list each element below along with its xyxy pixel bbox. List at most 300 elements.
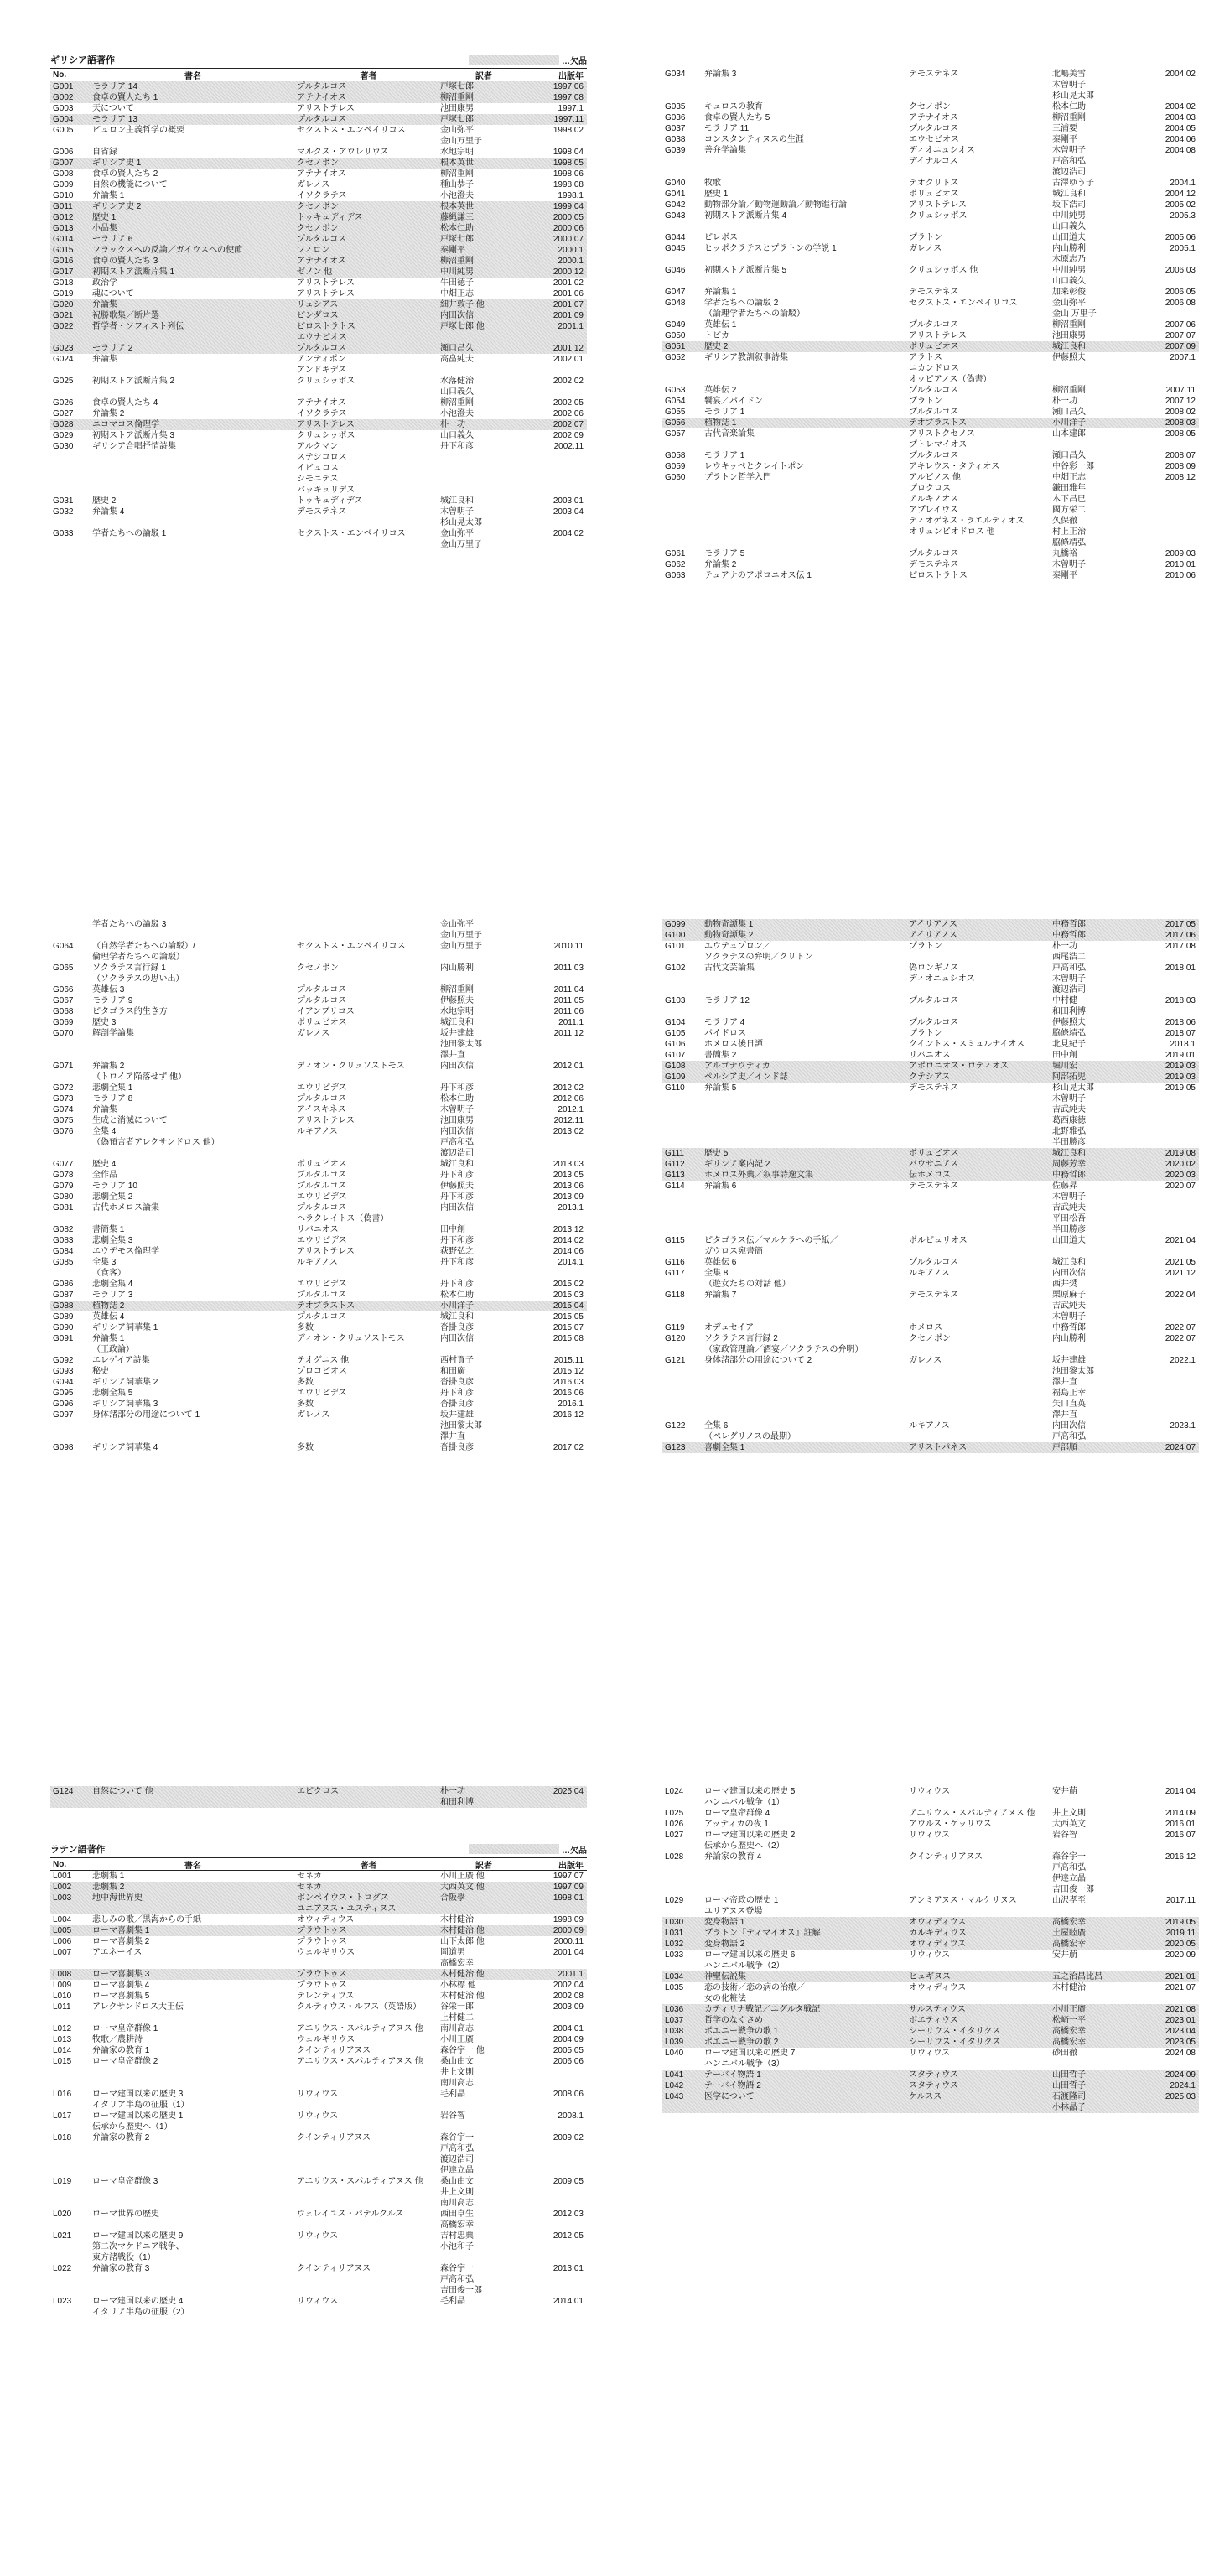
table-row <box>50 2056 587 2089</box>
row-title <box>89 1202 293 1213</box>
row-author-line: デモステネス <box>297 507 347 517</box>
row-translator-line: 水地宗明 <box>440 1007 474 1016</box>
table-row <box>662 1017 1199 1028</box>
table-row <box>50 1882 587 1893</box>
row-author <box>293 1301 440 1311</box>
row-title <box>701 1355 905 1366</box>
row-date: 1997.09 <box>553 1883 584 1892</box>
row-author-line: フィロン <box>297 246 330 255</box>
row-translator <box>440 408 527 419</box>
row-title <box>701 2048 905 2070</box>
row-title-line: 歴史 1 <box>92 213 117 222</box>
row-author <box>293 1399 440 1410</box>
row-title <box>89 1893 293 1903</box>
row-author <box>905 1061 1052 1072</box>
row-title <box>89 245 293 256</box>
row-title-line: 神聖伝説集 <box>704 1972 746 1981</box>
row-date: 2020.03 <box>1165 1171 1196 1180</box>
row-date: 2010.01 <box>1165 560 1196 569</box>
row-author-line: アンドキデス <box>297 366 347 375</box>
row-title-line: 変身物語 1 <box>704 1918 745 1927</box>
row-title-line: 動物部分論／動物運動論／動物進行論 <box>704 200 847 210</box>
row-number: G038 <box>665 135 686 144</box>
row-translator-line: 秦剛平 <box>1052 135 1077 144</box>
row-number: G101 <box>665 942 686 951</box>
table-row <box>662 341 1199 352</box>
greek-rows-4 <box>662 919 1199 1453</box>
row-title-line: 祝勝歌集／断片選 <box>92 311 159 320</box>
row-author-line: セクストス・エンペイリコス <box>297 126 406 135</box>
row-translator-line: 平田松吾 <box>1052 1214 1086 1223</box>
row-author-line: アテナイオス <box>297 257 346 266</box>
row-author-line: リバニオス <box>909 1051 951 1060</box>
row-title-line: モラリア 10 <box>92 1182 137 1191</box>
row-number: G078 <box>53 1171 74 1180</box>
row-title <box>89 2056 293 2067</box>
table-row <box>662 2048 1199 2070</box>
row-author <box>905 559 1052 570</box>
row-translator <box>440 1947 527 1969</box>
row-translator-line: 水落健治 <box>440 377 474 386</box>
row-translator-line: 松崎一平 <box>1052 2016 1086 2025</box>
row-author <box>905 1028 1052 1039</box>
table-row <box>50 1290 587 1301</box>
row-date: 1998.09 <box>553 1915 584 1924</box>
table-row <box>662 461 1199 472</box>
row-date: 2004.12 <box>1165 190 1196 199</box>
row-title <box>701 1786 905 1808</box>
row-title-line: モラリア 13 <box>92 115 137 124</box>
row-author-line: オウィディウス <box>909 1983 967 1992</box>
table-row <box>662 559 1199 570</box>
table-row <box>50 1991 587 2002</box>
row-translator <box>440 2089 527 2100</box>
row-number: L001 <box>53 1872 72 1881</box>
row-translator-line: 中務哲郎 <box>1052 1323 1086 1332</box>
row-author <box>905 287 1052 298</box>
row-translator <box>1052 2015 1139 2026</box>
row-translator-line: 池田黎太郎 <box>1052 1367 1094 1376</box>
row-author-line: クセノポン <box>297 963 339 973</box>
table-row <box>662 385 1199 396</box>
latin-column-header <box>50 1857 587 1871</box>
row-title <box>701 210 905 221</box>
row-author <box>293 1006 440 1017</box>
row-title-line: 牧歌 <box>704 179 721 188</box>
row-translator <box>1052 1971 1139 1982</box>
row-author-line: エピクロス <box>297 1787 339 1796</box>
table-row <box>50 1936 587 1947</box>
row-author <box>293 190 440 201</box>
row-title <box>701 123 905 134</box>
row-title-line: ローマ建国以来の歴史 1 <box>92 2111 184 2121</box>
row-number: G056 <box>665 418 686 428</box>
row-date: 1997.07 <box>553 1872 584 1881</box>
row-title <box>89 1159 293 1170</box>
row-author-line: クリュシッポス <box>909 211 968 221</box>
row-translator-line: 丹下和彦 <box>440 1171 474 1180</box>
row-translator-line: 葛西康徳 <box>1052 1116 1086 1125</box>
row-title-line: 政治学 <box>92 278 117 288</box>
row-title-line: カティリナ戦記／ユグルタ戦記 <box>704 2005 821 2014</box>
row-title <box>89 1355 293 1366</box>
row-number: G069 <box>53 1018 74 1027</box>
row-title <box>701 352 905 363</box>
row-author-line: クインティリアヌス <box>297 2046 371 2055</box>
row-author-line: ニカンドロス <box>909 364 959 373</box>
row-author <box>293 2045 440 2056</box>
row-translator-line: 小川洋子 <box>440 1301 474 1311</box>
row-author-line: ディオン・クリュソストモス <box>297 1334 405 1343</box>
row-title-line: 第二次マケドニア戦争、 <box>92 2242 184 2251</box>
row-title-line: 歴史 2 <box>704 342 729 351</box>
row-author-line: プルタルコス <box>297 1094 347 1104</box>
row-author <box>293 299 440 310</box>
row-number: G100 <box>665 931 686 940</box>
row-title-line: 弁論集 1 <box>92 1334 125 1343</box>
row-author <box>293 245 440 256</box>
row-title <box>701 2015 905 2026</box>
row-translator-line: 渡辺浩司 <box>440 2155 474 2164</box>
row-number: L032 <box>665 1940 684 1949</box>
row-title-line: ローマ喜劇集 2 <box>92 1937 150 1946</box>
row-translator-line: 田中創 <box>440 1225 465 1234</box>
row-title-line: モラリア 6 <box>92 235 133 244</box>
row-author-line: プラウトゥス <box>297 1937 347 1946</box>
table-row <box>662 1950 1199 1971</box>
table-row <box>50 114 587 125</box>
row-translator-line: 松本仁助 <box>1052 102 1086 112</box>
row-date: 2001.07 <box>553 300 584 309</box>
table-row <box>50 919 587 941</box>
row-translator-line: 朴一功 <box>1052 397 1077 406</box>
row-title <box>701 2070 905 2080</box>
table-row <box>50 506 587 528</box>
row-translator-line: 高橋宏幸 <box>1052 1940 1086 1949</box>
table-row <box>662 243 1199 265</box>
table-row <box>662 1268 1199 1290</box>
row-translator-line: 伊藤照夫 <box>1052 1018 1086 1027</box>
row-number: G055 <box>665 408 686 417</box>
row-translator-line: 細井敦子 他 <box>440 300 485 309</box>
row-translator-line: 毛利晶 <box>440 2090 465 2099</box>
row-author-line: ヘラクレイトス（偽書） <box>297 1214 389 1223</box>
row-title-line: ソクラテス言行録 1 <box>92 963 166 973</box>
row-author <box>905 134 1052 145</box>
row-number: G097 <box>53 1410 74 1420</box>
row-number: G086 <box>53 1280 74 1289</box>
row-translator-line: 山田道夫 <box>1052 1236 1086 1245</box>
row-author-line: プラトン <box>909 397 942 406</box>
row-translator <box>1052 428 1139 439</box>
row-date: 2004.09 <box>553 2035 584 2044</box>
row-author <box>293 2111 440 2122</box>
col-header-date: 出版年 <box>558 71 584 81</box>
row-date: 2011.06 <box>553 1007 584 1016</box>
row-date: 2008.06 <box>553 2090 584 2099</box>
row-title <box>701 472 905 483</box>
row-date: 2021.04 <box>1165 1236 1196 1245</box>
table-row <box>50 354 587 376</box>
row-title <box>701 919 905 930</box>
row-title-line: 食卓の賢人たち 1 <box>92 93 158 102</box>
row-author <box>905 2048 1052 2059</box>
table-row <box>50 2209 587 2231</box>
row-title <box>89 984 293 995</box>
row-number: L016 <box>53 2090 72 2099</box>
row-date: 2016.1 <box>558 1400 584 1409</box>
row-author-line: プラウトゥス <box>297 1970 347 1979</box>
row-author-line: トゥキュディデス <box>297 496 363 506</box>
row-translator <box>1052 1819 1139 1830</box>
row-title <box>89 1410 293 1420</box>
table-row <box>50 223 587 234</box>
row-translator-line: 朴一功 <box>440 1787 465 1796</box>
table-row <box>662 1235 1199 1257</box>
row-title-line: ホメロス後日譚 <box>704 1040 763 1049</box>
row-author-line: バッキュリデス <box>297 486 355 495</box>
row-title-line: キュロスの教育 <box>704 102 763 112</box>
row-author <box>905 548 1052 559</box>
row-translator-line: 西井奨 <box>1052 1280 1077 1289</box>
row-date: 2001.06 <box>553 289 584 299</box>
row-translator-line: 井上文則 <box>1052 1809 1086 1818</box>
row-translator-line: 沓掛良彦 <box>440 1323 474 1332</box>
table-row <box>50 321 587 343</box>
row-translator-line: 丹下和彦 <box>440 442 474 451</box>
row-translator-line: 内田次信 <box>440 1062 474 1071</box>
row-title-line: ペルシア史／インド誌 <box>704 1072 788 1082</box>
row-author-line: ルキアノス <box>909 1269 950 1278</box>
row-title <box>89 1871 293 1882</box>
table-row <box>50 397 587 408</box>
row-translator-line: 丹下和彦 <box>440 1192 474 1202</box>
row-author <box>293 1991 440 2002</box>
row-date: 2002.04 <box>553 1981 584 1990</box>
row-title-line: 身体諸部分の用途について 1 <box>92 1410 200 1420</box>
table-row <box>50 2023 587 2034</box>
row-title-line: 食卓の賢人たち 3 <box>92 257 158 266</box>
row-translator-line: 内山勝利 <box>440 963 474 973</box>
row-author-line: リウィウス <box>909 1787 951 1796</box>
row-translator <box>440 354 527 365</box>
row-title <box>89 1399 293 1410</box>
row-translator-line: 丹下和彦 <box>440 1280 474 1289</box>
row-number: G004 <box>53 115 74 124</box>
row-author <box>293 430 440 441</box>
row-translator <box>440 179 527 190</box>
row-title-line: 小品集 <box>92 224 117 233</box>
row-title <box>701 428 905 439</box>
row-author-line: アイスキネス <box>297 1105 346 1114</box>
row-author <box>293 1871 440 1882</box>
row-title <box>89 354 293 365</box>
row-title <box>701 1928 905 1939</box>
row-date: 1998.1 <box>558 191 584 200</box>
row-translator-line: 山口義久 <box>440 431 474 440</box>
row-title-line: 解剖学論集 <box>92 1029 134 1038</box>
row-title <box>89 1017 293 1028</box>
row-translator <box>1052 963 1139 995</box>
row-author <box>905 2037 1052 2048</box>
row-title-line: 植物誌 1 <box>704 418 737 428</box>
row-translator-line: 柳沼重剛 <box>440 398 474 408</box>
row-title-line: 全集 8 <box>704 1269 729 1278</box>
row-date: 2011.03 <box>553 963 584 973</box>
row-translator <box>1052 1039 1139 1050</box>
table-row <box>50 1246 587 1257</box>
row-date: 2008.12 <box>1165 473 1196 482</box>
row-translator-line: 岩谷智 <box>1052 1831 1077 1840</box>
row-title-line: 伝承から歴史へ（1） <box>92 2122 173 2132</box>
row-translator <box>440 2176 527 2209</box>
row-title-line: （遊女たちの対話 他） <box>704 1280 791 1289</box>
row-author-line: イアンブリコス <box>297 1007 355 1016</box>
row-number: L014 <box>53 2046 72 2055</box>
row-translator-line: 三浦要 <box>1052 124 1077 133</box>
row-translator <box>440 1925 527 1936</box>
row-date: 2000.11 <box>553 1937 584 1946</box>
row-date: 2013.06 <box>553 1182 584 1191</box>
row-title <box>701 1939 905 1950</box>
row-translator-line: 戸高和弘 <box>440 1138 474 1147</box>
row-translator <box>1052 200 1139 210</box>
row-translator <box>1052 341 1139 352</box>
row-translator-line: 柳沼重剛 <box>440 93 474 102</box>
row-title-line: 自然の機能について <box>92 180 168 190</box>
row-date: 2007.1 <box>1170 353 1196 362</box>
table-row <box>50 103 587 114</box>
row-translator <box>440 2045 527 2056</box>
row-title-line: ピレボス <box>704 233 738 242</box>
row-number: G092 <box>53 1356 74 1365</box>
row-author <box>905 352 1052 385</box>
row-title <box>89 1925 293 1936</box>
row-author-line: アリストテレス <box>909 200 967 210</box>
missing-legend-label: …欠品 <box>562 1846 587 1856</box>
row-number: G091 <box>53 1334 74 1343</box>
row-author-line: リウィウス <box>297 2090 339 2099</box>
row-number: L009 <box>53 1981 72 1990</box>
row-title <box>701 287 905 298</box>
row-date: 2013.09 <box>553 1192 584 1202</box>
table-row <box>662 570 1199 581</box>
row-title-line: ローマ喜劇集 4 <box>92 1981 150 1990</box>
row-translator <box>1052 1808 1139 1819</box>
row-translator <box>1052 385 1139 396</box>
row-title <box>701 1895 905 1917</box>
table-row <box>50 1224 587 1235</box>
row-author <box>293 92 440 103</box>
row-author <box>293 2002 440 2012</box>
row-title-line: （論理学者たちへの論駁） <box>704 309 805 319</box>
row-number: G084 <box>53 1247 74 1256</box>
row-title-line: 悲しみの歌／黒海からの手紙 <box>92 1915 201 1924</box>
row-translator <box>1052 2026 1139 2037</box>
row-number: L036 <box>665 2005 684 2014</box>
row-title-line: （自然学者たちへの論駁）/ <box>92 942 195 951</box>
row-translator-line: 石渡隆司 <box>1052 2092 1086 2101</box>
row-translator-line: 中川純男 <box>1052 211 1086 221</box>
row-translator <box>1052 472 1139 548</box>
row-translator-line: 沓掛良彦 <box>440 1443 474 1452</box>
row-title <box>701 145 905 156</box>
row-author <box>905 1355 1052 1366</box>
row-author <box>293 2034 440 2045</box>
row-title-line: 弁論集 1 <box>92 191 125 200</box>
row-author <box>905 472 1052 538</box>
row-title-line: 古代音楽論集 <box>704 429 755 439</box>
row-author-line: ルキアノス <box>909 1421 950 1431</box>
row-translator-line: 城江良和 <box>1052 342 1086 351</box>
row-translator-line: 田中創 <box>1052 1051 1077 1060</box>
row-author-line: アエリウス・スパルティアヌス 他 <box>909 1809 1035 1818</box>
row-author-line: アイリアノス <box>909 931 957 940</box>
row-title-line: 牧歌／農耕詩 <box>92 2035 143 2044</box>
row-title-line: 書簡集 1 <box>92 1225 125 1234</box>
row-translator-line: 井上文則 <box>440 2188 474 2197</box>
table-row <box>50 2176 587 2209</box>
row-number: G044 <box>665 233 686 242</box>
row-translator-line: 桑山由文 <box>440 2177 474 2186</box>
row-translator-line: 中務哲郎 <box>1052 920 1086 929</box>
row-date: 2015.02 <box>553 1280 584 1289</box>
row-author-line: スタティウス <box>909 2070 958 2080</box>
row-author <box>293 419 440 430</box>
row-translator <box>440 919 527 941</box>
row-translator-line: 脇條靖弘 <box>1052 538 1086 548</box>
row-translator <box>1052 570 1139 581</box>
row-translator-line: 柳沼重剛 <box>440 257 474 266</box>
row-author-line: リバニオス <box>297 1225 339 1234</box>
row-author <box>293 354 440 376</box>
row-translator-line: 根本英世 <box>440 202 474 211</box>
row-date: 2024.09 <box>1165 2070 1196 2080</box>
row-author <box>905 2080 1052 2091</box>
row-author <box>293 234 440 245</box>
row-author <box>905 178 1052 189</box>
row-author <box>905 1159 1052 1170</box>
row-number: G077 <box>53 1160 74 1169</box>
row-number: L012 <box>53 2024 72 2033</box>
row-title <box>89 995 293 1006</box>
row-author <box>293 1115 440 1126</box>
row-translator-line: 高畠純夫 <box>440 355 474 364</box>
row-date: 1998.02 <box>553 126 584 135</box>
row-author-line: ルキアノス <box>297 1127 338 1136</box>
row-author <box>293 1366 440 1377</box>
row-translator-line: 沓掛良彦 <box>440 1400 474 1409</box>
row-author <box>293 147 440 158</box>
table-row <box>50 1104 587 1115</box>
row-translator-line: 井上文則 <box>440 2068 474 2077</box>
row-number: G039 <box>665 146 686 155</box>
row-author-line: セクストス・エンペイリコス <box>297 942 406 951</box>
row-title <box>701 2004 905 2015</box>
row-author <box>293 114 440 125</box>
row-title <box>701 1050 905 1061</box>
row-author-line: プルタルコス <box>297 344 347 353</box>
latin-rows-1 <box>50 1871 587 2318</box>
row-date: 2012.11 <box>553 1116 584 1125</box>
row-number: G054 <box>665 397 686 406</box>
row-author-line: リウィウス <box>909 1950 951 1960</box>
table-row <box>50 1914 587 1925</box>
row-date: 2002.08 <box>553 1992 584 2001</box>
row-title-line: 弁論集 <box>92 1105 117 1114</box>
row-translator-line: 瀬口昌久 <box>1052 451 1086 460</box>
row-translator-line: 古澤ゆう子 <box>1052 179 1094 188</box>
